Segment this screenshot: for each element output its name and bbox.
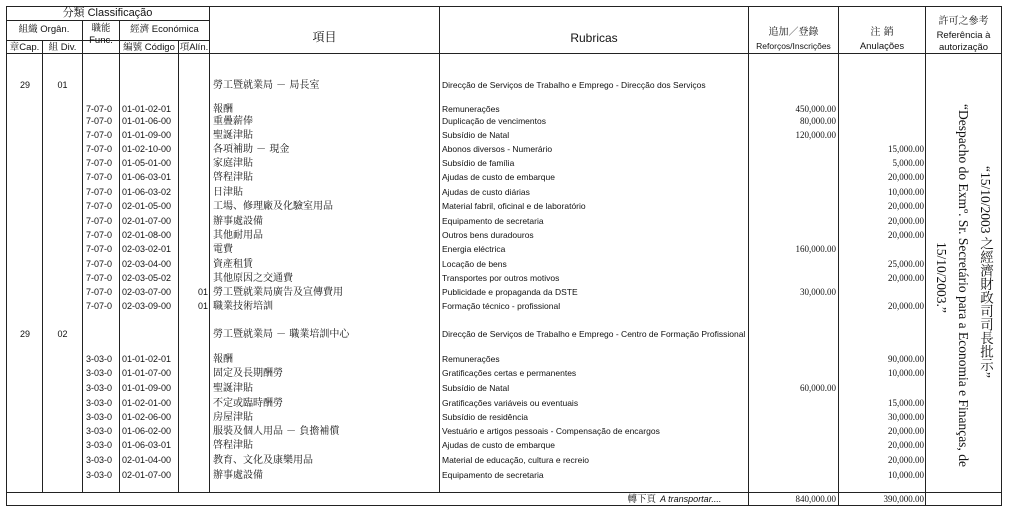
budget-table-sheet xyxy=(6,6,1002,506)
cell-code: 02-01-05-00 xyxy=(122,201,172,211)
cell-xiangmu: 聖誕津貼 xyxy=(213,130,253,141)
cell-xiangmu: 其他耐用品 xyxy=(213,230,263,241)
footer-total-reforcos: 840,000.00 xyxy=(795,494,836,504)
cell-xiangmu: 工場、修理廠及化驗室用品 xyxy=(213,201,333,212)
cell-code: 01-06-02-00 xyxy=(122,426,172,436)
cell-rubrica: Material fabril, oficinal e de laboratório xyxy=(442,201,586,211)
table-top-border xyxy=(6,6,1002,7)
cell-anulacoes: 30,000.00 xyxy=(888,412,924,422)
cell-anulacoes: 15,000.00 xyxy=(888,144,924,154)
cell-rubrica: Remunerações xyxy=(442,104,500,114)
cell-code: 02-01-07-00 xyxy=(122,470,172,480)
cell-code: 02-01-04-00 xyxy=(122,455,172,465)
cell-xiangmu: 房屋津貼 xyxy=(213,412,253,423)
cell-anulacoes: 5,000.00 xyxy=(892,158,924,168)
cell-reforcos: 120,000.00 xyxy=(795,130,836,140)
cell-rubrica: Material de educação, cultura e recreio xyxy=(442,455,589,465)
header-economica: 經濟 Económica xyxy=(130,24,199,35)
cell-rubrica: Energia eléctrica xyxy=(442,244,506,254)
cell-xiangmu: 其他原因之交通費 xyxy=(213,273,293,284)
cell-rubrica: Formação técnico - profissional xyxy=(442,301,561,311)
cell-reforcos: 30,000.00 xyxy=(800,287,836,297)
cell-xiangmu: 勞工暨就業局廣告及宣傳費用 xyxy=(213,287,343,298)
cell-code: 02-03-07-00 xyxy=(122,287,172,297)
header-cap: 章Cap. xyxy=(9,42,40,53)
header-anulacoes-zh: 注 銷 xyxy=(870,27,894,38)
table-bottom-border xyxy=(6,505,1002,506)
cell-xiangmu: 各項補助 － 現金 xyxy=(213,144,290,155)
cell-anulacoes: 25,000.00 xyxy=(888,259,924,269)
cell-func: 7-07-0 xyxy=(86,172,113,182)
cell-code: 01-01-07-00 xyxy=(122,368,172,378)
authorization-line-1: “15/10/2003 之經濟財政司司長批示” xyxy=(978,166,993,378)
cell-rubrica: Outros bens duradouros xyxy=(442,230,534,240)
header-bottom-border xyxy=(6,53,1002,54)
cell-cap: 29 xyxy=(19,80,30,90)
footer-total-anulacoes: 390,000.00 xyxy=(883,494,924,504)
col-divider-reforcos xyxy=(838,6,839,506)
cell-code: 01-02-10-00 xyxy=(122,144,172,154)
cell-rubrica: Ajudas de custo diárias xyxy=(442,187,530,197)
cell-rubrica: Direcção de Serviços de Trabalho e Emprego - Centro de Formação Profissional xyxy=(442,329,746,339)
cell-rubrica: Subsídio de Natal xyxy=(442,130,510,140)
cell-xiangmu: 電費 xyxy=(213,244,233,255)
cell-anulacoes: 10,000.00 xyxy=(888,368,924,378)
cell-code: 01-01-02-01 xyxy=(122,354,172,364)
header-classificacao: 分類 Classificação xyxy=(62,7,153,19)
cell-rubrica: Ajudas de custo de embarque xyxy=(442,172,555,182)
col-divider-anulacoes xyxy=(925,6,926,506)
cell-xiangmu: 資產租賃 xyxy=(213,259,253,270)
cell-code: 02-03-09-00 xyxy=(122,301,172,311)
cell-func: 7-07-0 xyxy=(86,104,113,114)
authorization-line-3: 15/10/2003.” xyxy=(934,242,949,313)
footer-label-pt: A transportar.... xyxy=(660,494,722,504)
cell-alin: 01 xyxy=(197,301,208,311)
cell-rubrica: Gratificações variáveis ou eventuais xyxy=(442,398,579,408)
cell-code: 01-06-03-01 xyxy=(122,172,172,182)
cell-anulacoes: 20,000.00 xyxy=(888,301,924,311)
col-divider-cap xyxy=(42,40,43,492)
table-right-border xyxy=(1001,6,1002,506)
cell-code: 02-03-02-01 xyxy=(122,244,172,254)
cell-rubrica: Subsídio de família xyxy=(442,158,515,168)
cell-func: 7-07-0 xyxy=(86,287,113,297)
cell-func: 7-07-0 xyxy=(86,116,113,126)
cell-anulacoes: 20,000.00 xyxy=(888,426,924,436)
cell-func: 7-07-0 xyxy=(86,187,113,197)
cell-code: 01-06-03-01 xyxy=(122,440,172,450)
cell-xiangmu: 聖誕津貼 xyxy=(213,383,253,394)
header-codigo: 編號 Código xyxy=(123,42,175,53)
cell-cap: 29 xyxy=(19,329,30,339)
cell-func: 7-07-0 xyxy=(86,144,113,154)
col-divider-div xyxy=(82,20,83,492)
cell-code: 01-05-01-00 xyxy=(122,158,172,168)
cell-rubrica: Direcção de Serviços de Trabalho e Emprego - Direcção dos Serviços xyxy=(442,80,706,90)
cell-rubrica: Subsídio de residência xyxy=(442,412,529,422)
cell-rubrica: Locação de bens xyxy=(442,259,507,269)
cell-func: 7-07-0 xyxy=(86,259,113,269)
cell-rubrica: Abonos diversos - Numerário xyxy=(442,144,553,154)
cell-code: 01-01-09-00 xyxy=(122,130,172,140)
cell-xiangmu: 重疊薪俸 xyxy=(213,116,253,127)
cell-anulacoes: 20,000.00 xyxy=(888,230,924,240)
footer-top-border xyxy=(6,492,1002,493)
header-ref-pt2: autorização xyxy=(938,42,989,53)
cell-func: 7-07-0 xyxy=(86,230,113,240)
cell-xiangmu: 報酬 xyxy=(213,104,233,115)
table-left-border xyxy=(6,6,7,506)
cell-anulacoes: 20,000.00 xyxy=(888,172,924,182)
header-funcional: 職能 xyxy=(91,23,111,34)
header-rubricas: Rubricas xyxy=(570,31,618,45)
header-ref-pt1: Referência à xyxy=(936,30,991,41)
cell-func: 3-03-0 xyxy=(86,368,113,378)
header-div: 組 Div. xyxy=(48,42,77,53)
cell-anulacoes: 20,000.00 xyxy=(888,201,924,211)
authorization-line-2: “Despacho do Exmº. Sr. Secretário para a Economia e Finanças, de xyxy=(956,104,971,467)
cell-code: 01-01-09-00 xyxy=(122,383,172,393)
cell-func: 7-07-0 xyxy=(86,130,113,140)
cell-xiangmu: 固定及長期酬勞 xyxy=(213,368,283,379)
cell-anulacoes: 10,000.00 xyxy=(888,470,924,480)
cell-code: 01-02-06-00 xyxy=(122,412,172,422)
col-divider-alin xyxy=(209,6,210,492)
header-xiangmu: 項目 xyxy=(312,30,337,44)
cell-xiangmu: 啓程津貼 xyxy=(213,172,253,183)
cell-rubrica: Equipamento de secretaria xyxy=(442,470,544,480)
cell-anulacoes: 20,000.00 xyxy=(888,273,924,283)
cell-func: 3-03-0 xyxy=(86,383,113,393)
cell-code: 01-02-01-00 xyxy=(122,398,172,408)
cell-code: 02-03-04-00 xyxy=(122,259,172,269)
cell-rubrica: Equipamento de secretaria xyxy=(442,216,544,226)
cell-anulacoes: 20,000.00 xyxy=(888,455,924,465)
cell-code: 02-03-05-02 xyxy=(122,273,172,283)
cell-func: 7-07-0 xyxy=(86,273,113,283)
cell-func: 3-03-0 xyxy=(86,398,113,408)
cell-func: 7-07-0 xyxy=(86,201,113,211)
cell-code: 02-01-08-00 xyxy=(122,230,172,240)
header-reforcos-zh: 追加／登錄 xyxy=(768,27,819,38)
cell-reforcos: 60,000.00 xyxy=(800,383,836,393)
cell-anulacoes: 10,000.00 xyxy=(888,187,924,197)
cell-xiangmu: 辦事處設備 xyxy=(213,216,263,227)
cell-xiangmu: 勞工暨就業局 － 局長室 xyxy=(213,80,320,91)
header-alin: 項Alín. xyxy=(179,42,209,53)
cell-anulacoes: 15,000.00 xyxy=(888,398,924,408)
col-divider-rubricas xyxy=(748,6,749,506)
cell-xiangmu: 日津貼 xyxy=(213,187,243,198)
cell-reforcos: 450,000.00 xyxy=(795,104,836,114)
cell-func: 7-07-0 xyxy=(86,301,113,311)
cell-xiangmu: 啓程津貼 xyxy=(213,440,253,451)
cell-anulacoes: 90,000.00 xyxy=(888,354,924,364)
cell-xiangmu: 職業技術培訓 xyxy=(213,301,273,312)
cell-xiangmu: 辦事處設備 xyxy=(213,470,263,481)
cell-alin: 01 xyxy=(197,287,208,297)
cell-func: 3-03-0 xyxy=(86,426,113,436)
cell-code: 01-06-03-02 xyxy=(122,187,172,197)
cell-anulacoes: 20,000.00 xyxy=(888,216,924,226)
cell-func: 3-03-0 xyxy=(86,354,113,364)
col-divider-xiangmu xyxy=(439,6,440,492)
cell-code: 01-01-06-00 xyxy=(122,116,172,126)
cell-func: 3-03-0 xyxy=(86,412,113,422)
cell-rubrica: Subsídio de Natal xyxy=(442,383,510,393)
header-ref-zh: 許可之參考 xyxy=(938,16,989,27)
cell-reforcos: 160,000.00 xyxy=(795,244,836,254)
cell-xiangmu: 勞工暨就業局 － 職業培訓中心 xyxy=(213,329,350,340)
footer-label-zh: 轉下頁 xyxy=(627,494,656,505)
cell-rubrica: Remunerações xyxy=(442,354,500,364)
classificacao-divider xyxy=(6,20,209,21)
cell-func: 3-03-0 xyxy=(86,440,113,450)
cell-div: 01 xyxy=(57,80,68,90)
cell-rubrica: Vestuário e artigos pessoais - Compensação de encargos xyxy=(442,426,660,436)
cell-xiangmu: 報酬 xyxy=(213,354,233,365)
cell-xiangmu: 家庭津貼 xyxy=(213,158,253,169)
cell-rubrica: Ajudas de custo de embarque xyxy=(442,440,555,450)
cell-rubrica: Publicidade e propaganda da DSTE xyxy=(442,287,578,297)
cell-func: 7-07-0 xyxy=(86,158,113,168)
header-organica: 組織 Orgân. xyxy=(18,24,70,35)
cell-func: 7-07-0 xyxy=(86,244,113,254)
cell-xiangmu: 教育、文化及康樂用品 xyxy=(213,455,313,466)
cell-xiangmu: 服裝及個人用品 － 負擔補償 xyxy=(213,426,340,437)
cell-func: 3-03-0 xyxy=(86,470,113,480)
cell-xiangmu: 不定或臨時酬勞 xyxy=(213,398,283,409)
cell-code: 01-01-02-01 xyxy=(122,104,172,114)
cell-func: 3-03-0 xyxy=(86,455,113,465)
cell-rubrica: Gratificações certas e permanentes xyxy=(442,368,577,378)
cell-div: 02 xyxy=(57,329,68,339)
col-divider-code xyxy=(178,40,179,492)
header-anulacoes-pt: Anulações xyxy=(859,41,905,52)
cell-code: 02-01-07-00 xyxy=(122,216,172,226)
cell-anulacoes: 20,000.00 xyxy=(888,440,924,450)
header-reforcos-pt: Reforços/Inscrições xyxy=(756,41,831,51)
col-divider-func xyxy=(119,20,120,492)
header-funcional-pt: Func. xyxy=(89,35,113,46)
cell-reforcos: 80,000.00 xyxy=(800,116,836,126)
cell-rubrica: Duplicação de vencimentos xyxy=(442,116,546,126)
cell-rubrica: Transportes por outros motivos xyxy=(442,273,560,283)
cell-func: 7-07-0 xyxy=(86,216,113,226)
